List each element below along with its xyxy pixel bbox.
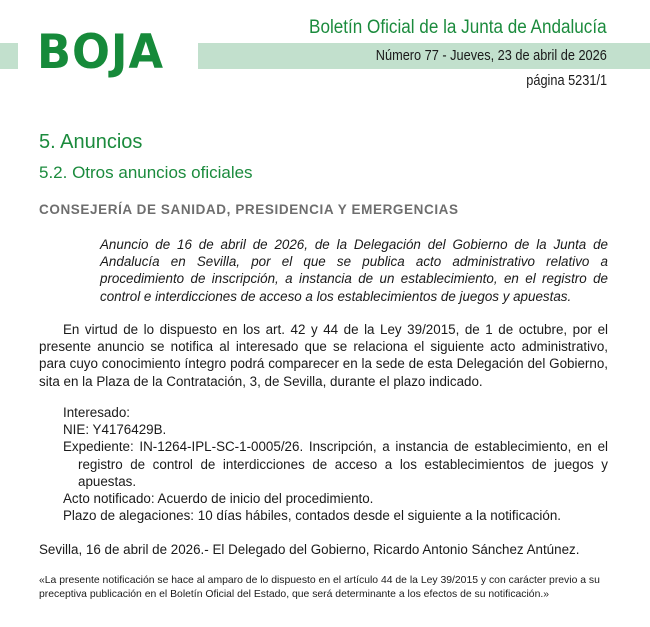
detail-acto: Acto notificado: Acuerdo de inicio del procedimiento. (63, 491, 374, 507)
notification-details (63, 404, 608, 524)
header-band-left (0, 43, 18, 69)
legal-footnote: «La presente notificación se hace al amparo de lo dispuesto en el artículo 44 de la Ley 39/2015 y con carácter previo a su preceptiva publicación en el Boletín Oficial del Estado, que será determinante a los efectos de su notificación.» (39, 575, 600, 600)
detail-expediente: Expediente: IN-1264-IPL-SC-1-0005/26. Inscripción, a instancia de establecimiento, en el registro de control de interdicciones de acceso a los establecimientos de juegos y apuestas. (63, 439, 608, 489)
detail-plazo: Plazo de alegaciones: 10 días hábiles, contados desde el siguiente a la notificación. (63, 508, 562, 524)
signature-line: Sevilla, 16 de abril de 2026.- El Delegado del Gobierno, Ricardo Antonio Sánchez Antúnez. (39, 542, 580, 557)
bulletin-title: Boletín Oficial de la Junta de Andalucía (309, 17, 607, 38)
organization-heading: CONSEJERÍA DE SANIDAD, PRESIDENCIA Y EMERGENCIAS (39, 202, 459, 217)
detail-interesado: Interesado: (63, 405, 130, 420)
boja-logo: BOJA (37, 25, 164, 80)
detail-nie: NIE: Y4176429B. (63, 422, 167, 438)
announcement-summary: Anuncio de 16 de abril de 2026, de la Delegación del Gobierno de la Junta de Andalucía en Sevilla, por el que se publica acto administrativo relativo a procedimiento de inscripción, a instancia de un establecimiento, en el registro de control e interdicciones de acceso a los establecimientos de juegos y apuestas. (100, 237, 608, 304)
page-number: página 5231/1 (526, 72, 607, 89)
issue-number-date: Número 77 - Jueves, 23 de abril de 2026 (375, 47, 607, 64)
section-subheading: 5.2. Otros anuncios oficiales (39, 163, 253, 182)
announcement-body: En virtud de lo dispuesto en los art. 42 y 44 de la Ley 39/2015, de 1 de octubre, por el presente anuncio se notifica al interesado que se relaciona el siguiente acto administrativo, para cuyo conocimiento íntegro podrá comparecer en la sede de esta Delegación del Gobierno, sita en la Plaza de la Contratación, 3, de Sevilla, durante el plazo indicado. (39, 322, 608, 389)
section-heading: 5. Anuncios (39, 131, 143, 153)
